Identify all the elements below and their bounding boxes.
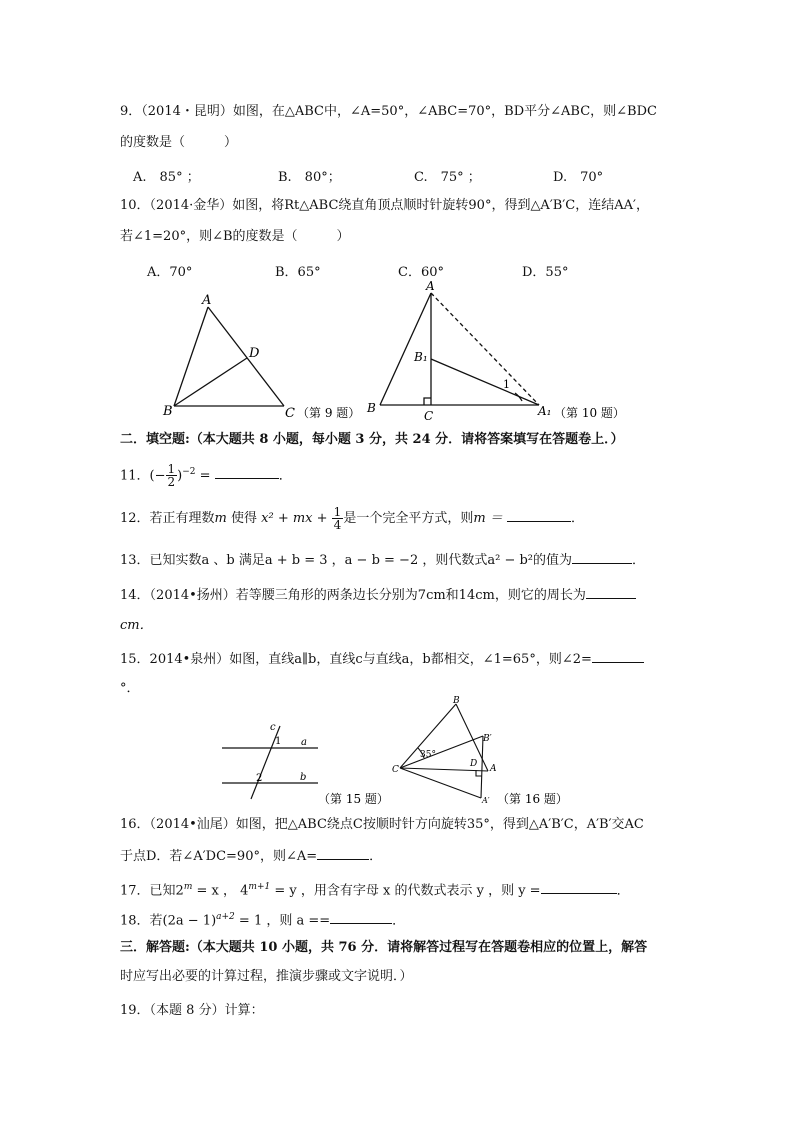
q10-option-c: C．60° bbox=[398, 265, 444, 280]
q16-answer-blank[interactable] bbox=[317, 847, 369, 860]
q11-answer-blank[interactable] bbox=[215, 466, 279, 479]
q16-line2 bbox=[120, 847, 382, 866]
q11-fraction bbox=[166, 463, 178, 488]
fig15-caption: （第 15 题） bbox=[318, 792, 389, 806]
fig9-bisector-bd bbox=[174, 358, 247, 406]
q11-den: 2 bbox=[167, 475, 176, 490]
q15-line1 bbox=[120, 650, 644, 669]
fig10-label-b: B bbox=[367, 401, 376, 415]
q13-answer-blank[interactable] bbox=[572, 551, 632, 564]
q12 bbox=[120, 506, 584, 531]
q17-power1-base: 2 bbox=[175, 883, 184, 899]
q18-text-a: 18．若 bbox=[120, 913, 163, 929]
fig10-side-b1a1 bbox=[431, 359, 539, 405]
figures-15-16 bbox=[0, 695, 794, 810]
q18-answer-blank[interactable] bbox=[330, 911, 392, 924]
figures-9-10 bbox=[0, 275, 794, 425]
q17 bbox=[120, 878, 630, 900]
fig16-label-d: D bbox=[470, 759, 478, 769]
q10-option-b: B．65° bbox=[275, 265, 321, 280]
q17-answer-blank[interactable] bbox=[541, 881, 617, 894]
figure-16 bbox=[400, 704, 488, 798]
q9-line1: 9．（2014・昆明）如图，在△ABC中，∠A=50°，∠ABC=70°，BD平分∠ABC，则∠BDC bbox=[120, 104, 657, 119]
fig10-label-b1: B₁ bbox=[414, 350, 428, 364]
fig10-side-ab bbox=[380, 293, 431, 405]
fig10-dashed-aa1 bbox=[431, 293, 539, 405]
fig16-label-c: C bbox=[392, 765, 399, 775]
q16-text: 于点D．若∠A′DC=90°，则∠A= bbox=[120, 849, 318, 864]
q9-line2: 的度数是（ ） bbox=[120, 135, 238, 150]
fig16-b-prime-a-prime bbox=[481, 736, 483, 798]
q17-end: ． bbox=[616, 883, 630, 899]
q15-line2: °． bbox=[120, 681, 140, 696]
q12-num: 1 bbox=[333, 505, 342, 519]
q11-num: 1 bbox=[167, 462, 176, 477]
fig15-label-c: c bbox=[270, 722, 276, 733]
q11-number: 11． bbox=[120, 468, 150, 484]
fig16-label-a-prime: A′ bbox=[482, 796, 490, 805]
q19: 19．（本题 8 分）计算： bbox=[120, 1003, 264, 1018]
fig9-side-ac bbox=[208, 307, 284, 406]
fig15-label-2: 2 bbox=[256, 773, 263, 784]
section-3-heading-line1: 三．解答题:（本大题共 10 小题，共 76 分．请将解答过程写在答题卷相应的位置上，解答 bbox=[120, 940, 648, 955]
fig9-caption: （第 9 题） bbox=[297, 406, 361, 420]
q10-line2: 若∠1=20°，则∠B的度数是（ ） bbox=[120, 229, 350, 244]
fig9-side-ab bbox=[174, 307, 208, 406]
section-3-heading-line2: 时应写出必要的计算过程，推演步骤或文字说明．） bbox=[120, 969, 413, 984]
q12-den: 4 bbox=[333, 518, 342, 532]
q11-equals: = bbox=[195, 468, 215, 484]
fig16-ca-prime bbox=[400, 768, 481, 798]
fig16-label-35: 35° bbox=[420, 750, 436, 760]
q17-power2-exp: m+1 bbox=[248, 882, 271, 892]
q18-end: ． bbox=[392, 913, 406, 929]
fig10-right-angle-mark bbox=[424, 398, 431, 405]
q12-end: ． bbox=[570, 511, 584, 526]
q17-text-c: = y ，用含有字母 x 的代数式表示 y ，则 y = bbox=[270, 883, 541, 899]
q13-end: ． bbox=[632, 553, 646, 568]
q17-text-b: = x ， bbox=[192, 883, 241, 899]
fig15-label-b: b bbox=[300, 772, 307, 783]
q14-text: 14．（2014•扬州）若等腰三角形的两条边长分别为7cm和14cm，则它的周长为 bbox=[120, 588, 586, 603]
q15-text: 15．2014•泉州）如图，直线a∥b，直线c与直线a，b都相交，∠1=65°，则∠2= bbox=[120, 652, 592, 667]
q11: 11．(− $\frac{1}{2}$ )$^{-2}$ = ． bbox=[120, 462, 292, 490]
q17-power1-exp: m bbox=[183, 882, 193, 892]
fig16-label-b-prime: B′ bbox=[483, 734, 492, 744]
q11-exponent: −2 bbox=[182, 467, 196, 477]
q9-option-d: D. 70° bbox=[553, 170, 604, 185]
q13-text: 13．已知实数a 、b 满足a + b = 3 ，a − b = −2 ，则代数式a² − b²的值为 bbox=[120, 553, 573, 568]
q14-answer-blank[interactable] bbox=[586, 586, 636, 599]
q9-option-a: A. 85° ； bbox=[133, 170, 200, 185]
fig16-caption: （第 16 题） bbox=[497, 792, 568, 806]
q12-text-b: 使得 bbox=[226, 511, 262, 526]
section-2-heading: 二．填空题:（本大题共 8 小题，每小题 3 分，共 24 分．请将答案填写在答题卷上．） bbox=[120, 432, 624, 447]
fig9-label-b: B bbox=[163, 404, 173, 419]
figure-10 bbox=[380, 293, 539, 405]
q10-line1: 10．（2014·金华）如图，将Rt△ABC绕直角顶点顺时针旋转90°，得到△A′B′C，连结AA′， bbox=[120, 198, 649, 213]
q16-line1: 16．（2014•汕尾）如图，把△ABC绕点C按顺时针方向旋转35°，得到△A′B′C，A′B′交AC bbox=[120, 817, 644, 832]
q15-answer-blank[interactable] bbox=[592, 650, 644, 663]
q11-base: (− bbox=[149, 468, 166, 484]
q17-text-a: 17．已知 bbox=[120, 883, 176, 899]
q12-text-a: 12．若正有理数 bbox=[120, 511, 215, 526]
fig10-label-angle-1: 1 bbox=[503, 378, 510, 391]
q14-line1 bbox=[120, 586, 636, 605]
q12-expr: x² + mx + bbox=[261, 511, 332, 526]
q11-end: ． bbox=[278, 468, 292, 484]
q18-exponent: a+2 bbox=[216, 912, 235, 922]
q18-base: (2a − 1) bbox=[162, 913, 217, 929]
q18-text-b: = 1 ，则 a == bbox=[234, 913, 331, 929]
q18 bbox=[120, 908, 405, 930]
q17-power2-base: 4 bbox=[240, 883, 249, 899]
fig10-caption: （第 10 题） bbox=[554, 406, 625, 420]
q13 bbox=[120, 551, 645, 570]
fig15-label-1: 1 bbox=[275, 736, 282, 747]
q9-option-c: C. 75° ； bbox=[414, 170, 481, 185]
fig15-label-a: a bbox=[301, 737, 307, 748]
fig10-label-c: C bbox=[424, 409, 434, 423]
fig10-label-a: A bbox=[426, 279, 435, 293]
fig9-label-a: A bbox=[202, 293, 212, 308]
fig16-label-a: A bbox=[490, 764, 497, 774]
q10-option-d: D．55° bbox=[522, 265, 569, 280]
fig9-label-d: D bbox=[249, 346, 260, 361]
q16-end: ． bbox=[369, 849, 383, 864]
q12-answer-blank[interactable] bbox=[507, 509, 571, 522]
fig10-label-a1: A₁ bbox=[538, 404, 552, 418]
q9-option-b: B. 80°； bbox=[278, 170, 341, 185]
fig16-label-b: B bbox=[453, 696, 460, 706]
q12-text-c: 是一个完全平方式，则 bbox=[343, 511, 474, 526]
figure-9 bbox=[174, 307, 284, 406]
fig9-label-c: C bbox=[285, 406, 295, 421]
q12-m: m bbox=[214, 511, 227, 526]
q12-fraction bbox=[332, 506, 344, 531]
q10-option-a: A．70° bbox=[147, 265, 193, 280]
q12-text-d: m ＝ bbox=[473, 511, 503, 526]
q14-line2: cm． bbox=[120, 618, 153, 633]
